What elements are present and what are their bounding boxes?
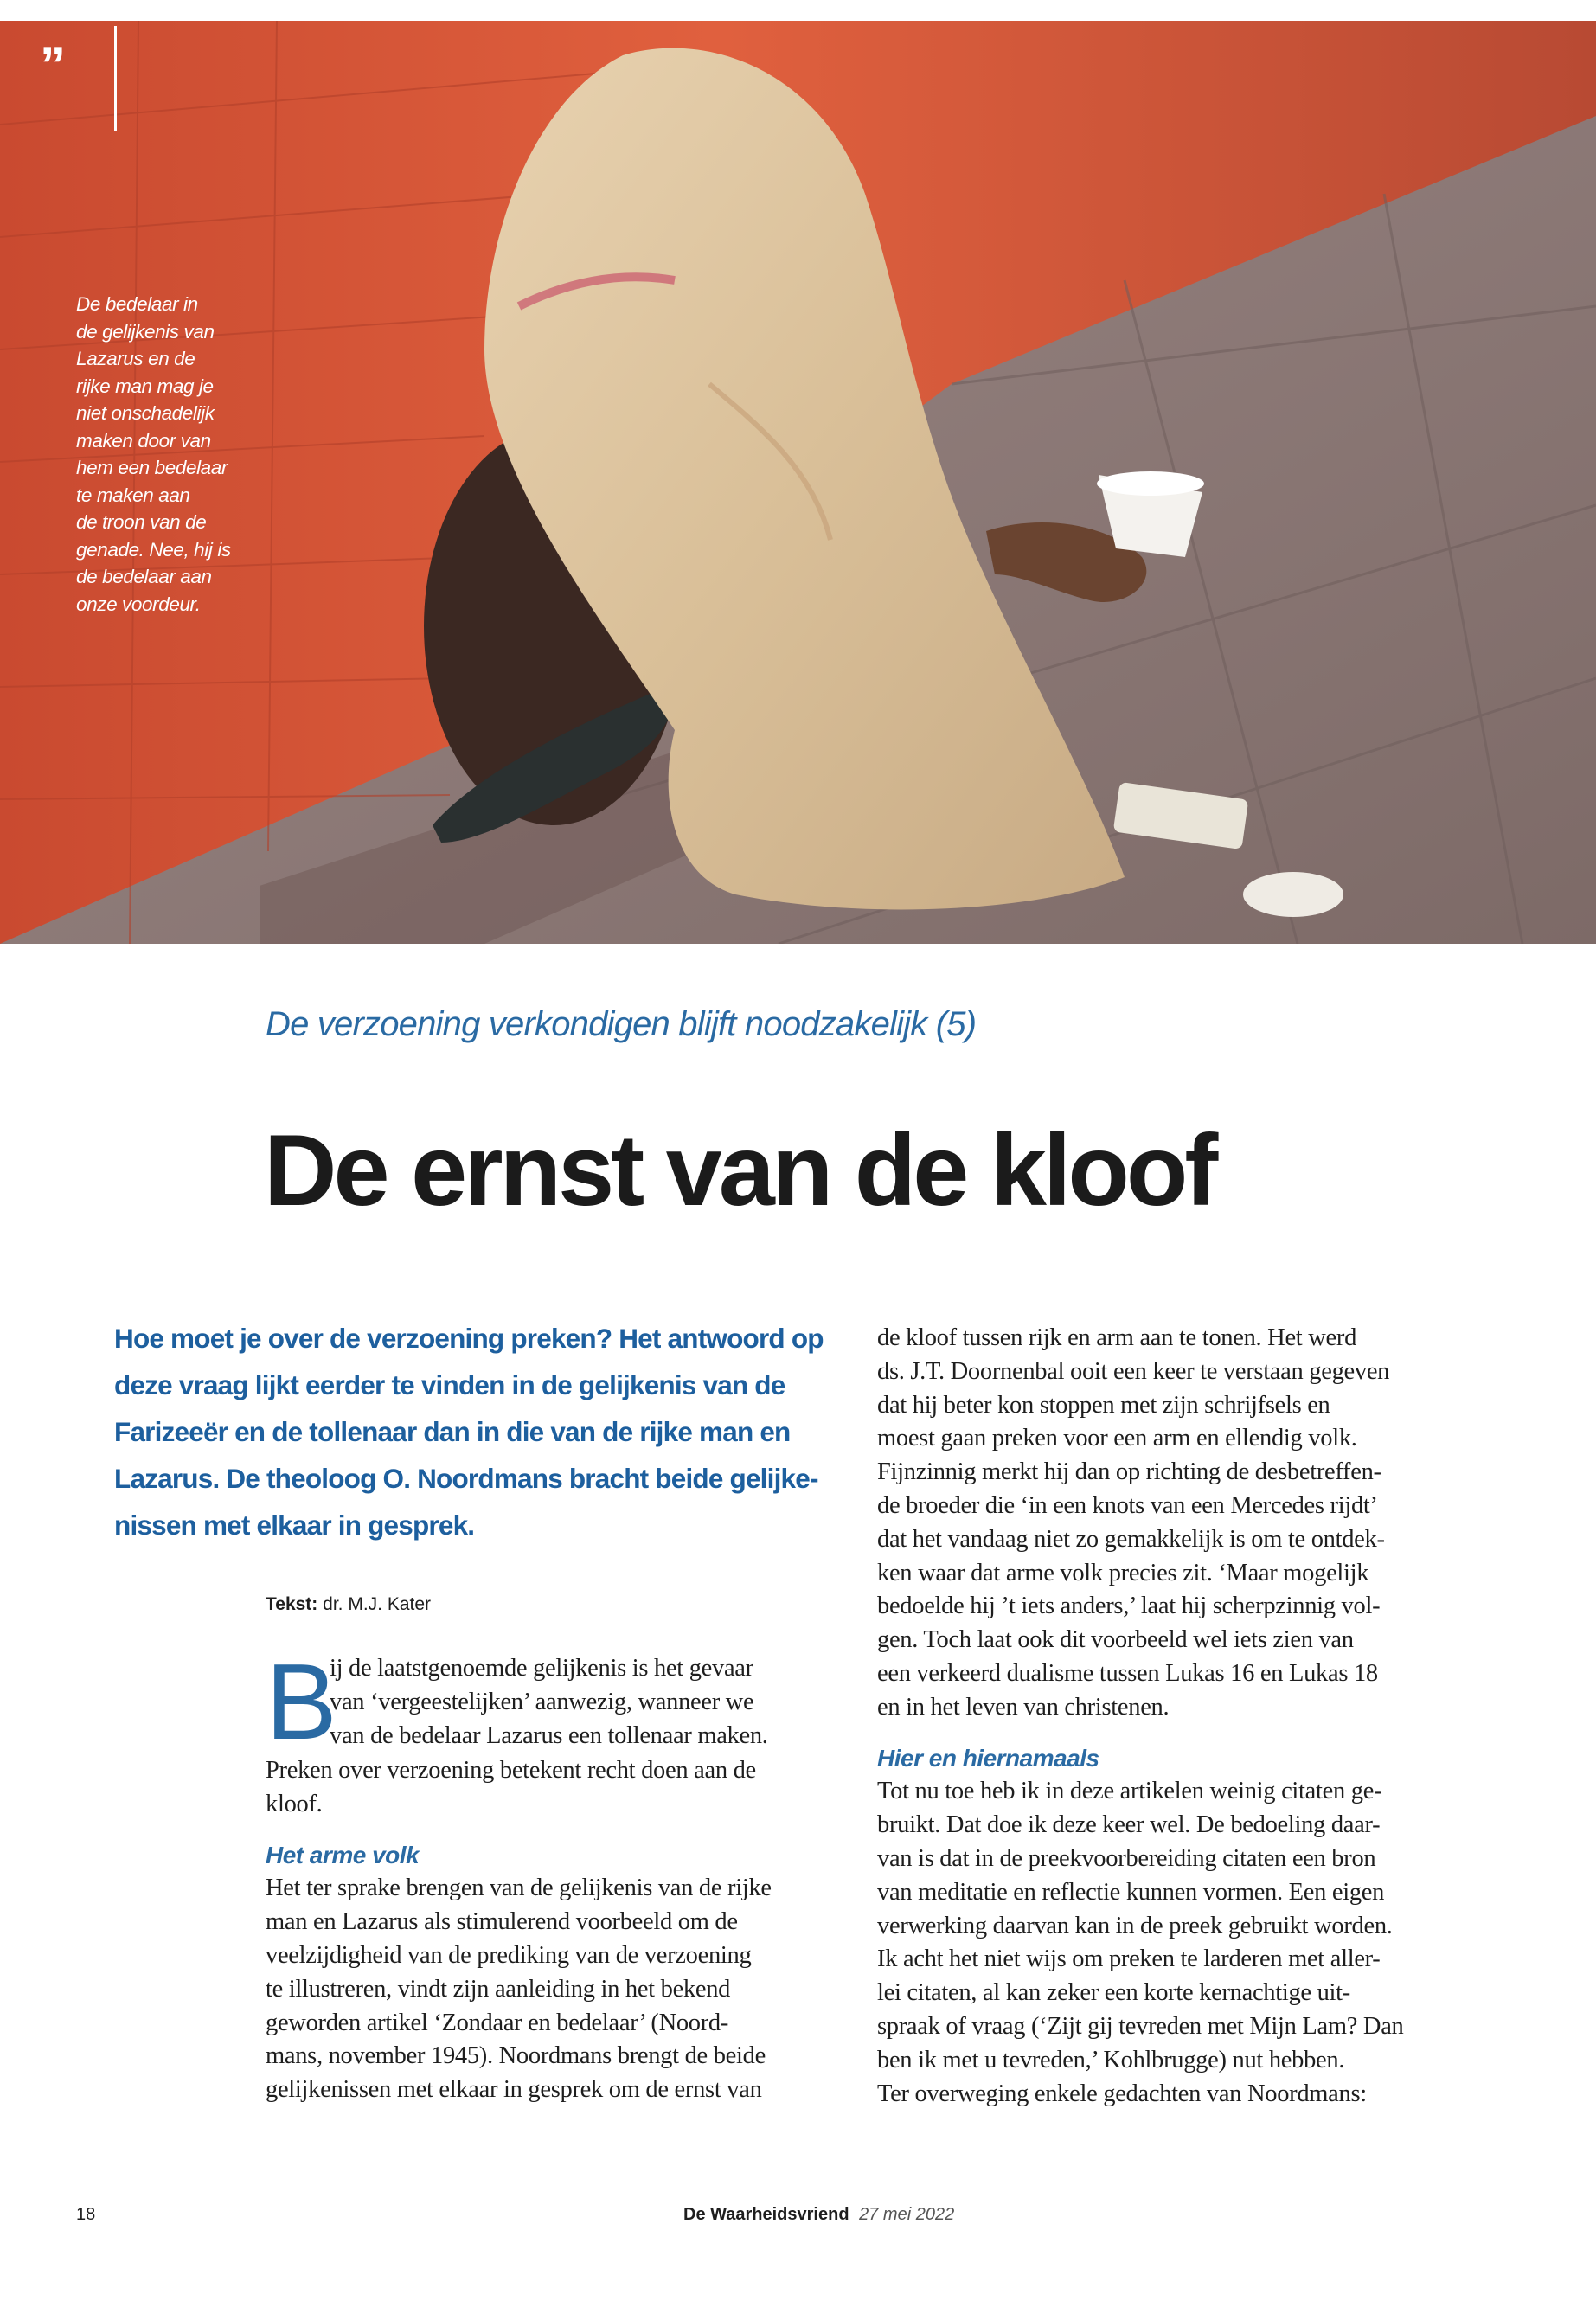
body-column-2 bbox=[877, 1322, 1457, 2111]
caption-line: maken door van bbox=[76, 429, 211, 452]
body-line: Preken over verzoening betekent recht doen aan de bbox=[266, 1757, 756, 1784]
paragraph-gap bbox=[877, 1725, 1457, 1742]
byline bbox=[266, 1594, 431, 1615]
body-line: de kloof tussen rijk en arm aan te tonen. Het werd bbox=[877, 1324, 1357, 1351]
caption-line: de bedelaar aan bbox=[76, 566, 212, 587]
byline-label: Tekst: bbox=[266, 1594, 318, 1614]
body-line: van is dat in de preekvoorbereiding citaten een bron bbox=[877, 1844, 1376, 1872]
body-line: de broeder die ‘in een knots van een Mercedes rijdt’ bbox=[877, 1491, 1378, 1519]
body-line: Tot nu toe heb ik in deze artikelen weinig citaten ge- bbox=[877, 1778, 1382, 1805]
body-line: van ‘vergeestelijken’ aanwezig, wanneer we bbox=[330, 1688, 754, 1715]
body-line: en in het leven van christenen. bbox=[877, 1693, 1170, 1721]
body-line: Ik acht het niet wijs om preken te larderen met aller- bbox=[877, 1945, 1381, 1973]
caption-line: Lazarus en de bbox=[76, 348, 195, 369]
body-line: spraak of vraag (‘Zijt gij tevreden met Mijn Lam? Dan bbox=[877, 2012, 1404, 2040]
publication-footer bbox=[683, 2205, 954, 2225]
byline-author: dr. M.J. Kater bbox=[323, 1594, 432, 1614]
body-line: kloof. bbox=[266, 1790, 323, 1817]
body-line: Ter overweging enkele gedachten van Noordmans: bbox=[877, 2080, 1367, 2107]
body-line: Fijnzinnig merkt hij dan op richting de desbetreffen- bbox=[877, 1458, 1381, 1486]
body-line: dat het vandaag niet zo gemakkelijk is om te ontdek- bbox=[877, 1525, 1385, 1553]
paragraph-gap bbox=[266, 1822, 828, 1839]
subheading-arme-volk: Het arme volk bbox=[266, 1841, 420, 1868]
subheading-hier-en-hiernamaals: Hier en hiernamaals bbox=[877, 1744, 1099, 1772]
body-line: bruikt. Dat doe ik deze keer wel. De bedoeling daar- bbox=[877, 1811, 1381, 1839]
body-line: gelijkenissen met elkaar in gesprek om de ernst van bbox=[266, 2076, 762, 2104]
article-intro bbox=[114, 1315, 832, 1548]
caption-line: te maken aan bbox=[76, 484, 190, 506]
drop-cap: B bbox=[266, 1643, 337, 1762]
quote-divider bbox=[114, 26, 117, 131]
intro-line: Farizeeër en de tollenaar dan in die van de rijke man en bbox=[114, 1416, 791, 1447]
body-line: veelzijdigheid van de prediking van de verzoening bbox=[266, 1941, 752, 1969]
body-line: mans, november 1945). Noordmans brengt de beide bbox=[266, 2042, 766, 2070]
body-line: ben ik met u tevreden,’ Kohlbrugge) nut hebben. bbox=[877, 2046, 1345, 2073]
intro-line: Lazarus. De theoloog O. Noordmans bracht beide gelijke- bbox=[114, 1463, 818, 1494]
body-line: verwerking daarvan kan in de preek gebruikt worden. bbox=[877, 1912, 1393, 1939]
intro-line: nissen met elkaar in gesprek. bbox=[114, 1509, 475, 1541]
caption-line: hem een bedelaar bbox=[76, 457, 228, 478]
body-line: dat hij beter kon stoppen met zijn schrijfsels en bbox=[877, 1391, 1330, 1419]
body-line: te illustreren, vindt zijn aanleiding in het bekend bbox=[266, 1975, 731, 2003]
article-title: De ernst van de kloof bbox=[264, 1113, 1215, 1227]
caption-line: de troon van de bbox=[76, 511, 207, 533]
caption-line: rijke man mag je bbox=[76, 375, 214, 397]
intro-line: deze vraag lijkt eerder te vinden in de gelijkenis van de bbox=[114, 1369, 785, 1400]
intro-line: Hoe moet je over de verzoening preken? Het antwoord op bbox=[114, 1323, 824, 1354]
body-line: ken waar dat arme volk precies zit. ‘Maar mogelijk bbox=[877, 1559, 1369, 1586]
quote-mark: ” bbox=[40, 36, 66, 94]
photo-caption bbox=[76, 291, 249, 618]
caption-line: niet onschadelijk bbox=[76, 402, 215, 424]
body-line: lei citaten, al kan zeker een korte kernachtige uit- bbox=[877, 1979, 1350, 2007]
body-line: van meditatie en reflectie kunnen vormen. Een eigen bbox=[877, 1878, 1385, 1906]
page-number: 18 bbox=[76, 2205, 96, 2224]
body-column-1 bbox=[266, 1643, 828, 2107]
caption-line: De bedelaar in bbox=[76, 293, 198, 315]
body-line: een verkeerd dualisme tussen Lukas 16 en Lukas 18 bbox=[877, 1659, 1378, 1687]
body-line: ij de laatstgenoemde gelijkenis is het gevaar bbox=[330, 1655, 753, 1682]
caption-line: de gelijkenis van bbox=[76, 320, 215, 343]
series-title: De verzoening verkondigen blijft noodzakelijk (5) bbox=[266, 1005, 977, 1043]
publication-name: De Waarheidsvriend bbox=[683, 2205, 849, 2224]
body-line: Het ter sprake brengen van de gelijkenis van de rijke bbox=[266, 1875, 772, 1902]
body-line: gen. Toch laat ook dit voorbeeld wel iets zien van bbox=[877, 1626, 1354, 1654]
body-line: bedoelde hij ’t iets anders,’ laat hij scherpzinnig vol- bbox=[877, 1593, 1381, 1620]
caption-line: genade. Nee, hij is bbox=[76, 538, 231, 561]
body-line: geworden artikel ‘Zondaar en bedelaar’ (Noord- bbox=[266, 2009, 729, 2036]
publication-date: 27 mei 2022 bbox=[859, 2205, 955, 2224]
caption-line: onze voordeur. bbox=[76, 593, 201, 615]
body-line: moest gaan preken voor een arm en ellendig volk. bbox=[877, 1425, 1357, 1452]
body-line: man en Lazarus als stimulerend voorbeeld om de bbox=[266, 1908, 738, 1936]
body-line: ds. J.T. Doornenbal ooit een keer te verstaan gegeven bbox=[877, 1357, 1390, 1385]
body-line: van de bedelaar Lazarus een tollenaar maken. bbox=[330, 1721, 768, 1749]
